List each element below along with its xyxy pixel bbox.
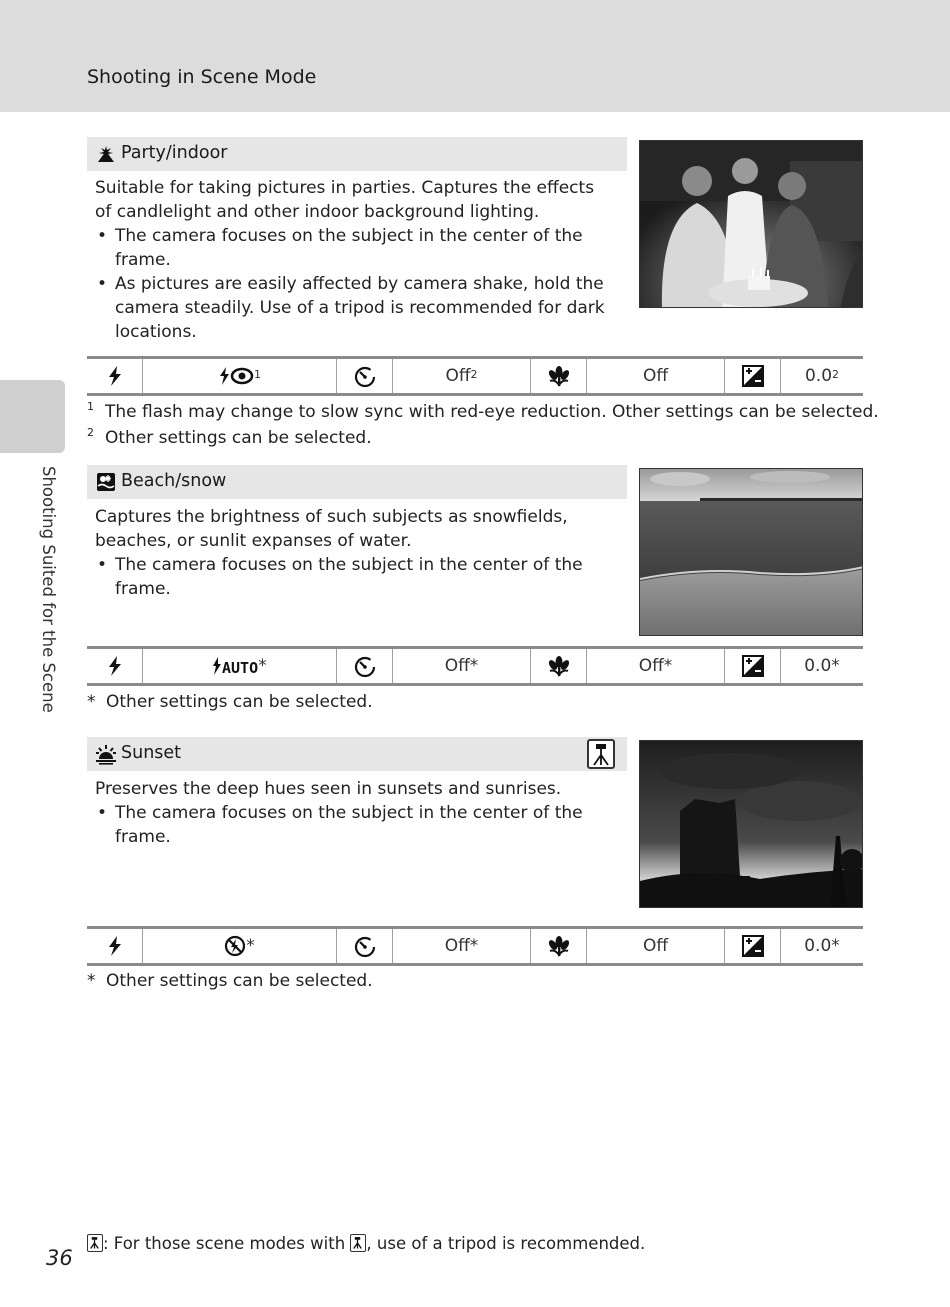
settings-row-party-indoor (87, 356, 863, 396)
self-timer-icon (337, 359, 393, 393)
sunset-icon (95, 743, 117, 765)
beach-photo (639, 468, 863, 636)
tripod-icon (350, 1234, 366, 1252)
section-title: Party/indoor (121, 143, 228, 163)
tripod-footnote (87, 1234, 645, 1253)
exposure-compensation-icon (725, 649, 781, 683)
macro-icon (531, 929, 587, 963)
footnote (87, 692, 373, 712)
exposure-compensation-icon (725, 359, 781, 393)
macro-icon (531, 649, 587, 683)
footnote-text: , use of a tripod is recommended. (366, 1234, 646, 1253)
footnote-text: The flash may change to slow sync with red-eye reduction. Other settings can be selected. (105, 402, 879, 422)
footnote-mark: 1 (87, 400, 94, 413)
bullet-item: • The camera focuses on the subject in the center of the frame. (95, 801, 615, 849)
section-description: Preserves the deep hues seen in sunsets and sunrises. (95, 779, 562, 799)
flash-setting-cell (143, 929, 337, 963)
self-timer-icon (337, 929, 393, 963)
page-number: 36 (46, 1246, 73, 1270)
section-title: Sunset (121, 743, 182, 763)
chapter-side-label: Shooting Suited for the Scene (39, 466, 58, 713)
bullet-list (95, 801, 615, 849)
sunset-photo (639, 740, 863, 908)
flash-mode-icon (87, 649, 143, 683)
macro-icon (531, 359, 587, 393)
section-body-beach-snow (95, 505, 615, 601)
footnote-mark: * (87, 971, 96, 991)
footnote-mark: * (258, 656, 267, 676)
section-header-beach-snow (87, 465, 627, 499)
macro-value: Off* (587, 649, 725, 683)
footnote (87, 428, 372, 448)
macro-value: Off (587, 929, 725, 963)
section-body-sunset (95, 777, 615, 849)
chapter-tab (0, 380, 65, 453)
self-timer-icon (337, 649, 393, 683)
settings-row-sunset (87, 926, 863, 966)
tripod-icon (87, 1234, 103, 1252)
section-body-party-indoor (95, 176, 615, 344)
footnote-text: Other settings can be selected. (106, 692, 373, 712)
footnote-mark: * (87, 692, 96, 712)
footnote-mark: 1 (254, 367, 261, 381)
section-header-sunset (87, 737, 627, 771)
bullet-item: • As pictures are easily affected by camera shake, hold the camera steadily. Use of a tripod is recommended for dark locations. (95, 272, 615, 344)
footnote (87, 402, 879, 422)
beach-snow-icon (95, 471, 117, 493)
bullet-item: • The camera focuses on the subject in the center of the frame. (95, 224, 615, 272)
footnote-mark: 2 (87, 426, 94, 439)
section-description: Suitable for taking pictures in parties. Captures the effects of candlelight and other indoor background lighting. (95, 178, 595, 222)
footnote-mark: * (246, 936, 255, 956)
flash-mode-icon (87, 359, 143, 393)
footnote-text: Other settings can be selected. (106, 971, 373, 991)
footnote (87, 971, 373, 991)
exposure-value: 0.0* (804, 936, 840, 956)
section-header-party-indoor (87, 137, 627, 171)
party-photo (639, 140, 863, 308)
flash-setting-cell (143, 359, 337, 393)
settings-row-beach-snow (87, 646, 863, 686)
bullet-list (95, 224, 615, 344)
section-title: Beach/snow (121, 471, 227, 491)
bullet-item: • The camera focuses on the subject in the center of the frame. (95, 553, 615, 601)
tripod-icon (587, 739, 615, 769)
footnote-text: : For those scene modes with (103, 1234, 351, 1253)
footnote-mark: 2 (832, 367, 840, 381)
footnote-mark: 2 (470, 367, 478, 381)
slow-sync-red-eye-icon (218, 365, 254, 387)
svg-text:AUTO: AUTO (222, 659, 259, 677)
macro-value: Off (587, 359, 725, 393)
page-header-title: Shooting in Scene Mode (87, 66, 317, 88)
party-indoor-icon (95, 143, 117, 165)
self-timer-value: Off $^2$ (393, 359, 531, 393)
flash-auto-icon (212, 655, 258, 677)
exposure-value: 0.0 $^2$ (804, 366, 840, 386)
bullet-list (95, 553, 615, 601)
self-timer-value: Off* (393, 929, 531, 963)
flash-mode-icon (87, 929, 143, 963)
exposure-value: 0.0* (804, 656, 840, 676)
flash-off-icon (224, 935, 246, 957)
exposure-compensation-icon (725, 929, 781, 963)
section-description: Captures the brightness of such subjects as snowfields, beaches, or sunlit expanses of water. (95, 507, 568, 551)
self-timer-value: Off* (393, 649, 531, 683)
footnote-text: Other settings can be selected. (105, 428, 372, 448)
flash-setting-cell (143, 649, 337, 683)
header-band (0, 0, 950, 112)
